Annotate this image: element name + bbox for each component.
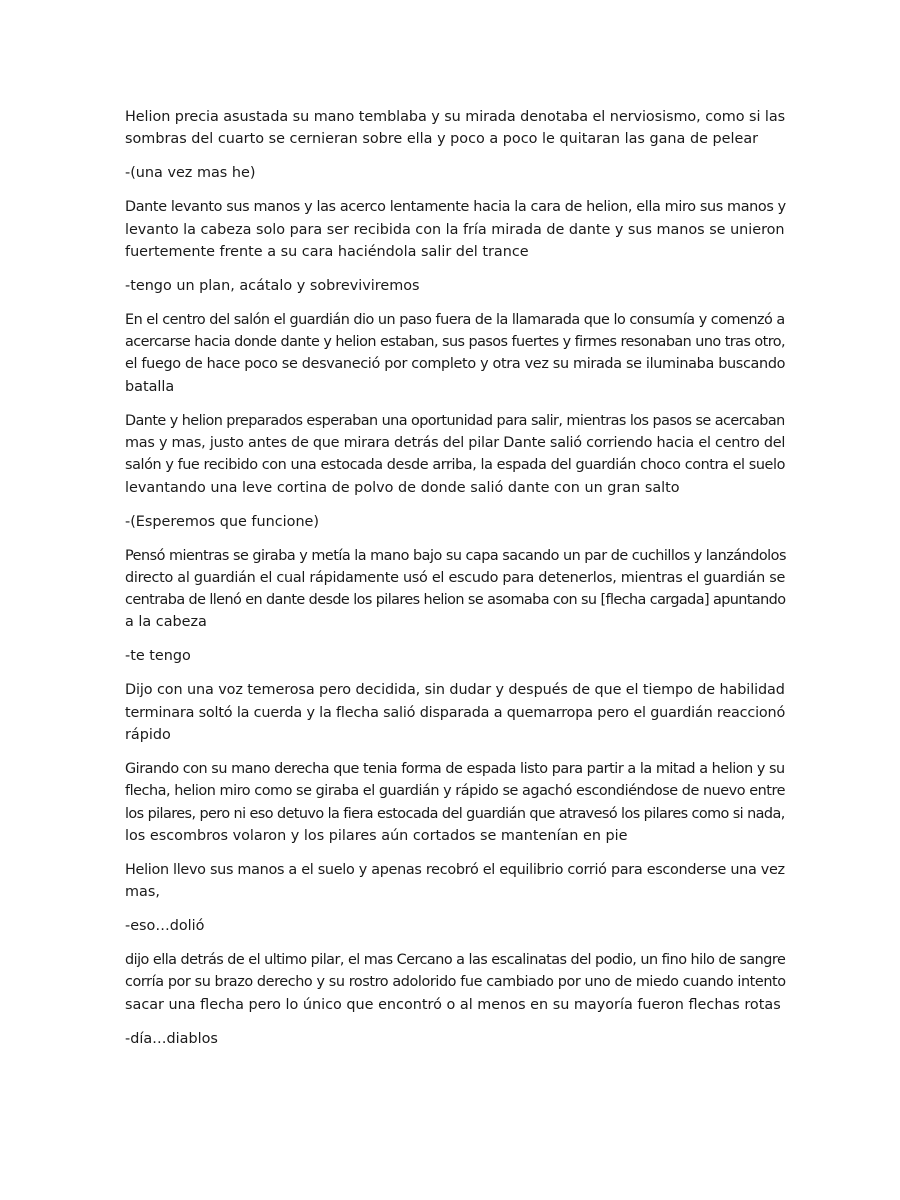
text-line: levanto la cabeza solo para ser recibida con la fría mirada de dante y sus manos se unieron: [125, 221, 785, 238]
document-body: [125, 106, 785, 1062]
paragraph: [125, 196, 785, 263]
text-line: salón y fue recibido con una estocada desde arriba, la espada del guardián choco contra el suelo: [125, 457, 785, 474]
text-line: -día…diablos: [125, 1030, 218, 1047]
text-line: el fuego de hace poco se desvaneció por completo y otra vez su mirada se iluminaba buscando: [125, 356, 786, 373]
text-line: mas y mas, justo antes de que mirara detrás del pilar Dante salió corriendo hacia el centro del: [125, 435, 786, 451]
paragraph: [125, 162, 785, 184]
paragraph: [125, 410, 785, 499]
text-line: Dante y helion preparados esperaban una oportunidad para salir, mientras los pasos se acercaban: [125, 412, 785, 429]
paragraph: [125, 106, 785, 151]
text-line: sacar una flecha pero lo único que encontró o al menos en su mayoría fueron flechas rotas: [125, 996, 781, 1013]
text-line: flecha, helion miro como se giraba el guardián y rápido se agachó escondiéndose de nuevo entre: [125, 783, 785, 800]
paragraph: [125, 949, 785, 1016]
text-line: corría por su brazo derecho y su rostro adolorido fue cambiado por uno de miedo cuando intento: [125, 974, 786, 991]
paragraph: [125, 275, 785, 297]
text-line: directo al guardián el cual rápidamente usó el escudo para detenerlos, mientras el guardián se: [125, 569, 786, 586]
text-line: levantando una leve cortina de polvo de donde salió dante con un gran salto: [125, 479, 680, 496]
text-line: sombras del cuarto se cernieran sobre ella y poco a poco le quitaran las gana de pelear: [125, 131, 759, 148]
paragraph: [125, 545, 785, 634]
text-line: fuertemente frente a su cara haciéndola salir del trance: [125, 243, 529, 260]
paragraph: [125, 1028, 785, 1050]
text-line: dijo ella detrás de el ultimo pilar, el mas Cercano a las escalinatas del podio, un fino hilo de sangre: [125, 952, 786, 969]
text-line: acercarse hacia donde dante y helion estaban, sus pasos fuertes y firmes resonaban uno tras otro,: [125, 334, 786, 351]
paragraph: [125, 511, 785, 533]
text-line: batalla: [125, 378, 175, 395]
text-line: Helion llevo sus manos a el suelo y apenas recobró el equilibrio corrió para esconderse una vez: [125, 861, 785, 878]
text-line: Helion precia asustada su mano temblaba y su mirada denotaba el nerviosismo, como si las: [125, 109, 786, 125]
text-line: Dante levanto sus manos y las acerco lentamente hacia la cara de helion, ella miro sus manos y: [125, 199, 786, 216]
text-line: rápido: [125, 727, 171, 744]
text-line: Dijo con una voz temerosa pero decidida, sin dudar y después de que el tiempo de habilidad: [125, 682, 785, 699]
paragraph: [125, 859, 785, 904]
paragraph: [125, 679, 785, 746]
paragraph: [125, 645, 785, 667]
paragraph: [125, 915, 785, 937]
text-line: En el centro del salón el guardián dio un paso fuera de la llamarada que lo consumía y comenzó a: [125, 311, 785, 328]
text-line: los escombros volaron y los pilares aún cortados se mantenían en pie: [125, 827, 628, 844]
paragraph: [125, 758, 785, 847]
text-line: Girando con su mano derecha que tenia forma de espada listo para partir a la mitad a helion y su: [125, 761, 785, 777]
text-line: a la cabeza: [125, 614, 207, 631]
text-line: centraba de llenó en dante desde los pilares helion se asomaba con su [flecha cargada] apuntando: [125, 592, 786, 609]
paragraph: [125, 309, 785, 398]
text-line: -(Esperemos que funcione): [125, 513, 320, 530]
text-line: -tengo un plan, acátalo y sobreviviremos: [125, 277, 420, 294]
text-line: mas,: [125, 884, 160, 901]
text-line: terminara soltó la cuerda y la flecha salió disparada a quemarropa pero el guardián reaccionó: [125, 704, 786, 721]
text-line: los pilares, pero ni eso detuvo la fiera estocada del guardián que atravesó los pilares como si nada,: [125, 805, 785, 822]
text-line: -(una vez mas he): [125, 165, 256, 182]
text-line: -te tengo: [125, 648, 191, 665]
text-line: -eso…dolió: [125, 918, 205, 935]
text-line: Pensó mientras se giraba y metía la mano bajo su capa sacando un par de cuchillos y lanzándolos: [125, 547, 786, 564]
